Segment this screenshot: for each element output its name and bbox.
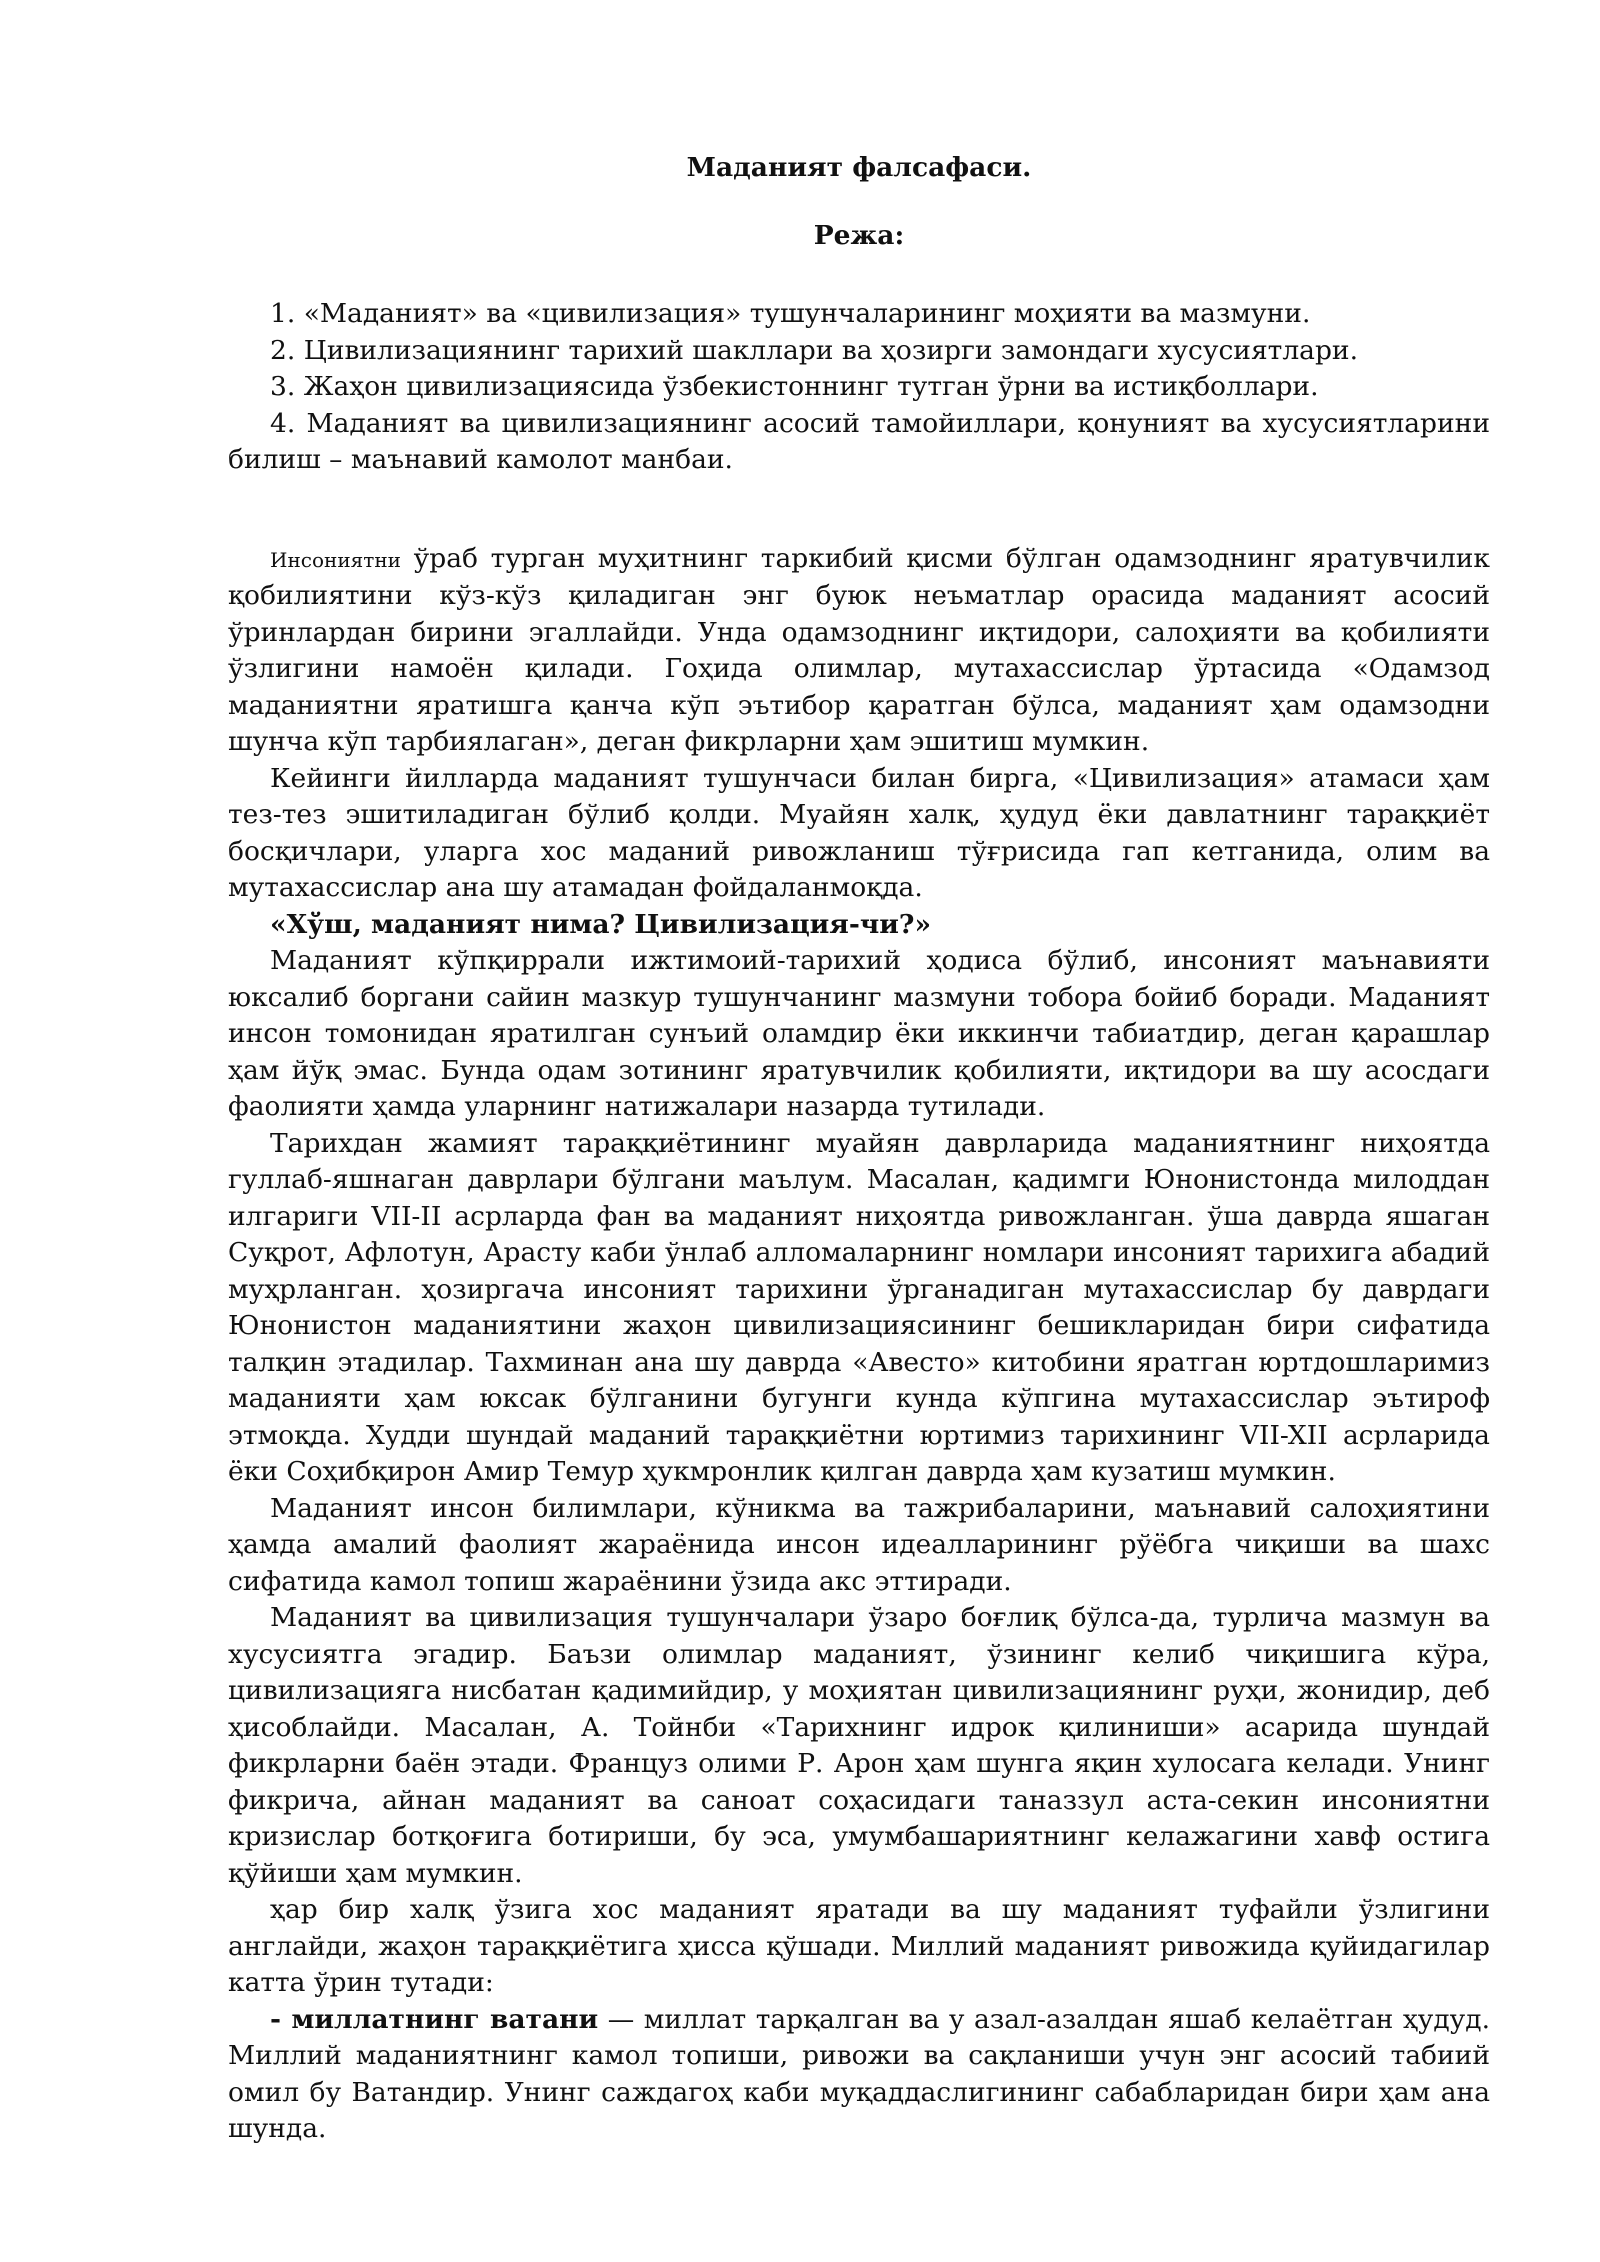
document-title: Маданият фалсафаси. [686, 152, 1032, 183]
plan-item-3: 3. Жаҳон цивилизациясида ўзбекистоннинг тутган ўрни ва истиқболлари. [270, 371, 1319, 402]
document-content [228, 150, 1490, 2148]
paragraph-1 [228, 541, 1490, 761]
paragraph-8 [228, 2002, 1490, 2148]
question-heading: «Хўш, маданият нима? Цивилизация-чи?» [270, 908, 932, 940]
paragraph-8-text: — миллат тарқалган ва у азал-азалдан яшаб келаётган ҳудуд. Миллий маданиятнинг камол топиши, ривожи ва сақланиши учун энг асосий табиий омил бу Ватандир. Унинг саждагоҳ каби муқаддаслигининг сабабларидан бири ҳам ана шунда. [228, 2003, 1491, 2144]
paragraph-2: Кейинги йилларда маданият тушунчаси билан бирга, «Цивилизация» атамаси ҳам тез-тез эшитиладиган бўлиб қолди. Муайян халқ, ҳудуд ёки давлатнинг тараққиёт босқичлари, уларга хос маданий ривожланиш тўғрисида гап кетганида, олим ва мутахассислар ана шу атамадан фойдаланмоқда. [228, 762, 1490, 903]
paragraph-4: Тарихдан жамият тараққиётининг муайян даврларида маданиятнинг ниҳоятда гуллаб-яшнаган даврлари бўлгани маълум. Масалан, қадимги Юнонистонда милоддан илгариги VII-II асрларда фан ва маданият ниҳоятда ривожланган. ўша даврда яшаган Суқрот, Афлотун, Арасту каби ўнлаб алломаларнинг номлари инсоният тарихига абадий муҳрланган. ҳозиргача инсоният тарихини ўрганадиган мутахассислар бу даврдаги Юнонистон маданиятини жаҳон цивилизациясининг бешикларидан бири сифатида талқин этадилар. Тахминан ана шу даврда «Авесто» китобини яратган юртдошларимиз маданияти ҳам юксак бўлганини бугунги кунда кўпгина мутахассислар эътироф этмоқда. Худди шундай маданий тараққиётни юртимиз тарихининг VII-XII асрларида ёки Соҳибқирон Амир Темур ҳукмронлик қилган даврда ҳам кузатиш мумкин. [228, 1127, 1490, 1487]
plan-item-1: 1. «Маданият» ва «цивилизация» тушунчаларининг моҳияти ва мазмуни. [270, 298, 1311, 329]
plan-heading: Режа: [813, 220, 905, 251]
intro-word: Инсониятни [270, 547, 402, 572]
plan-item-4: 4. Маданият ва цивилизациянинг асосий тамойиллари, қонуният ва хусусиятларини [270, 407, 1490, 439]
homeland-term: - миллатнинг ватани [270, 2003, 599, 2035]
paragraph-6: Маданият ва цивилизация тушунчалари ўзаро боғлиқ бўлса-да, турлича мазмун ва хусусиятга эгадир. Баъзи олимлар маданият, ўзининг келиб чиқишига кўра, цивилизацияга нисбатан қадимийдир, у моҳиятан цивилизациянинг руҳи, жонидир, деб ҳисоблайди. Масалан, А. Тойнби «Тарихнинг идрок қилиниши» асарида шундай фикрларни баён этади. Француз олими Р. Арон ҳам шунга яқин хулосага келади. Унинг фикрича, айнан маданият ва саноат соҳасидаги таназзул аста-секин инсониятни кризислар ботқоғига ботириши, бу эса, умумбашариятнинг келажагини хавф остига қўйиши ҳам мумкин. [228, 1602, 1490, 1889]
document-body [228, 541, 1490, 2148]
paragraph-7: ҳар бир халқ ўзига хос маданият яратади ва шу маданият туфайли ўзлигини англайди, жаҳон тараққиётига ҳисса қўшади. Миллий маданият ривожида қуйидагилар катта ўрин тутади: [228, 1894, 1490, 1998]
plan-item-2: 2. Цивилизациянинг тарихий шакллари ва ҳозирги замондаги хусусиятлари. [270, 334, 1359, 366]
plan-list [228, 296, 1490, 479]
paragraph-3: Маданият кўпқиррали ижтимоий-тарихий ҳодиса бўлиб, инсоният маънавияти юксалиб боргани сайин мазкур тушунчанинг мазмуни тобора бойиб боради. Маданият инсон томонидан яратилган сунъий оламдир ёки иккинчи табиатдир, деган қарашлар ҳам йўқ эмас. Бунда одам зотининг яратувчилик қобилияти, иқтидори ва шу асосдаги фаолияти ҳамда уларнинг натижалари назарда тутилади. [228, 945, 1490, 1122]
paragraph-1-text: ўраб турган муҳитнинг таркибий қисми бўлган одамзоднинг яратувчилик қобилиятини кўз-кўз қиладиган энг буюк неъматлар орасида маданият асосий ўринлардан бирини эгаллайди. Унда одамзоднинг иқтидори, салоҳияти ва қобилияти ўзлигини намоён қилади. Гоҳида олимлар, мутахассислар ўртасида «Одамзод маданиятни яратишга қанча кўп эътибор қаратган бўлса, маданият ҳам одамзодни шунча кўп тарбиялаган», деган фикрларни ҳам эшитиш мумкин. [228, 542, 1490, 757]
plan-item-4-continuation: билиш – маънавий камолот манбаи. [228, 444, 733, 475]
paragraph-5: Маданият инсон билимлари, кўникма ва тажрибаларини, маънавий салоҳиятини ҳамда амалий фаолият жараёнида инсон идеалларининг рўёбга чиқиши ва шахс сифатида камол топиш жараёнини ўзида акс эттиради. [228, 1492, 1490, 1597]
